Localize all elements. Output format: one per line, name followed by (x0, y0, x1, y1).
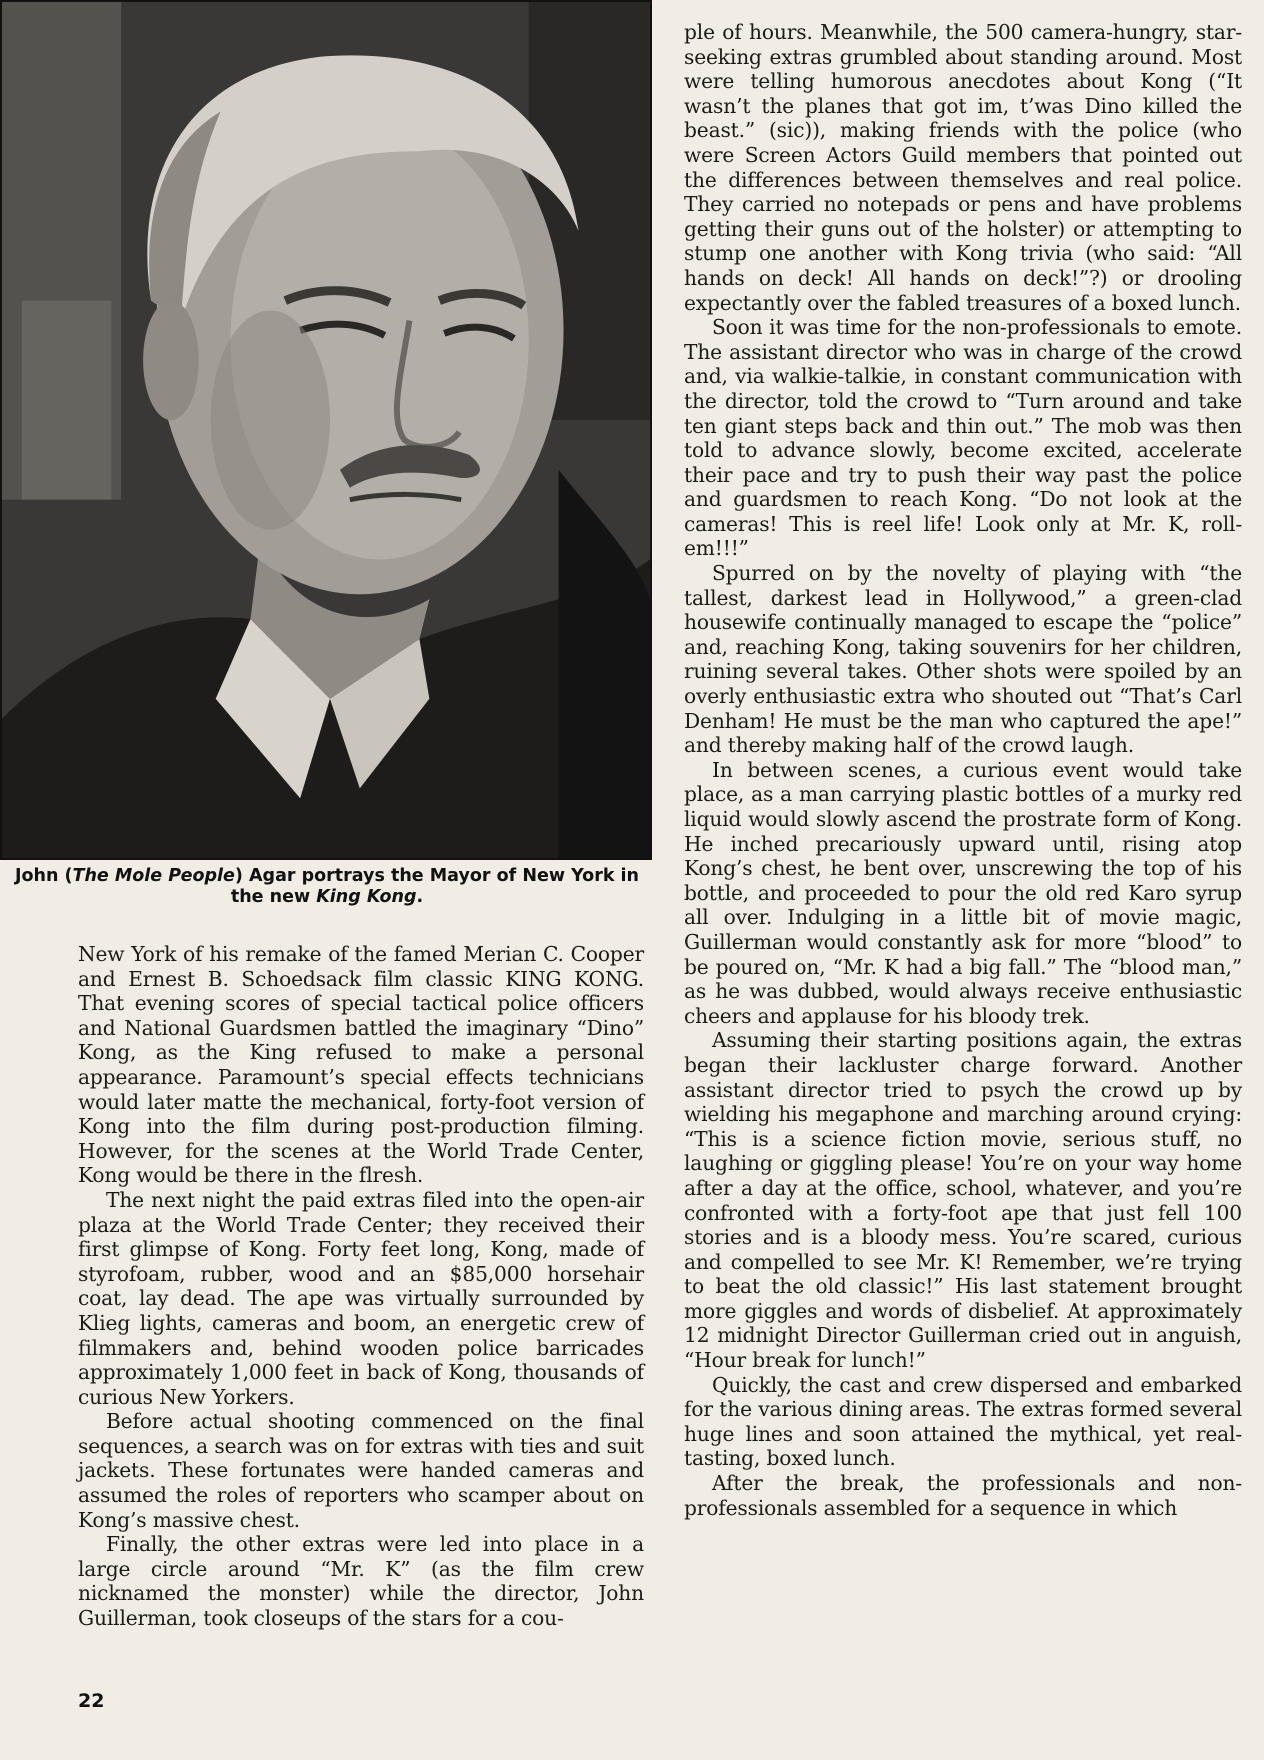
photo-caption (10, 866, 644, 908)
caption-text-1: John ( (14, 866, 73, 886)
paragraph: Quickly, the cast and crew dispersed and embarked for the various dining areas. The extras formed several huge lines and soon attained the mythical, yet real-tasting, boxed lunch. (684, 1372, 1242, 1471)
paragraph: The next night the paid extras filed into the open-air plaza at the World Trade Center; they received their first glimpse of Kong. Forty feet long, Kong, made of styrofoam, rubber, wood and an $85,000 horsehair coat, lay dead. The ape was virtually surrounded by Klieg lights, cameras and boom, an energetic crew of filmmakers and, behind wooden police barricades approximately 1,000 feet in back of Kong, thousands of curious New Yorkers. (78, 1187, 644, 1409)
paragraph: In between scenes, a curious event would take place, as a man carrying plastic bottles of a murky red liquid would slowly ascend the prostrate form of Kong. He inched precariously upward until, rising atop Kong’s chest, he bent over, unscrewing the top of his bottle, and proceeded to pour the old red Karo syrup all over. Indulging in a little bit of movie magic, Guillerman would constantly ask for more “blood” to be poured on, “Mr. K had a big fall.” The “blood man,” as he was dubbed, would always receive enthusiastic cheers and applause for his bloody trek. (684, 757, 1242, 1028)
paragraph: ple of hours. Meanwhile, the 500 camera-hungry, star-seeking extras grumbled about standing around. Most were telling humorous anecdotes about Kong (“It wasn’t the planes that got im, t’was Dino killed the beast.” (sic)), making friends with the police (who were Screen Actors Guild members that pointed out the differences between themselves and real police. They carried no notepads or pens and have problems getting their guns out of the holster) or attempting to stump one another with Kong trivia (who said: “All hands on deck! All hands on deck!”?) or drooling expectantly over the fabled treasures of a boxed lunch. (684, 20, 1242, 315)
caption-film-title-1: The Mole People (72, 866, 235, 886)
page-number: 22 (78, 1690, 105, 1712)
caption-film-title-2: King Kong (316, 887, 417, 907)
paragraph: Before actual shooting commenced on the final sequences, a search was on for extras with ties and suit jackets. These fortunates were handed cameras and assumed the roles of reporters who scamper about on Kong’s massive chest. (78, 1409, 644, 1532)
caption-text-2: ) Agar portrays the Mayor of New York in the new (230, 866, 640, 907)
paragraph: Assuming their starting positions again, the extras began their lackluster charge forward. Another assistant director tried to psych the crowd up by wielding his megaphone and marching around crying: “This is a science fiction movie, serious stuff, no laughing or giggling please! You’re on your way home after a day at the office, school, whatever, and you’re confronted with a forty-foot ape that just fell 100 stories and is a bloody mess. You’re scared, curious and compelled to see Mr. K! Remember, we’re trying to beat the old classic!” His last statement brought more giggles and words of disbelief. At approximately 12 midnight Director Guillerman cried out in anguish, “Hour break for lunch!” (684, 1028, 1242, 1373)
paragraph: Finally, the other extras were led into place in a large circle around “Mr. K” (as the film crew nicknamed the monster) while the director, John Guillerman, took closeups of the stars for a cou- (78, 1532, 644, 1631)
left-column (78, 942, 644, 1631)
paragraph: After the break, the professionals and non-professionals assembled for a sequence in which (684, 1471, 1242, 1520)
portrait-illustration (2, 2, 650, 858)
paragraph: Soon it was time for the non-professionals to emote. The assistant director who was in charge of the crowd and, via walkie-talkie, in constant communication with the director, told the crowd to “Turn around and take ten giant steps back and thin out.” The mob was then told to advance slowly, become excited, accelerate their pace and try to push their way past the police and guardsmen to reach Kong. “Do not look at the cameras! This is reel life! Look only at Mr. K, roll-em!!!” (684, 315, 1242, 561)
paragraph: Spurred on by the novelty of playing with “the tallest, darkest lead in Hollywood,” a green-clad housewife continually managed to escape the “police” and, reaching Kong, taking souvenirs for her children, ruining several takes. Other shots were spoiled by an overly enthusiastic extra who shouted out “That’s Carl Denham! He must be the man who captured the ape!” and thereby making half of the crowd laugh. (684, 561, 1242, 758)
paragraph: New York of his remake of the famed Merian C. Cooper and Ernest B. Schoedsack film classic KING KONG. That evening scores of special tactical police officers and National Guardsmen battled the imaginary “Dino” Kong, as the King refused to make a personal appearance. Paramount’s special effects technicians would later matte the mechanical, forty-foot version of Kong into the film during post-production filming. However, for the scenes at the World Trade Center, Kong would be there in the flresh. (78, 942, 644, 1188)
right-column (684, 20, 1242, 1520)
portrait-photo (0, 0, 652, 860)
caption-text-3: . (416, 887, 424, 907)
